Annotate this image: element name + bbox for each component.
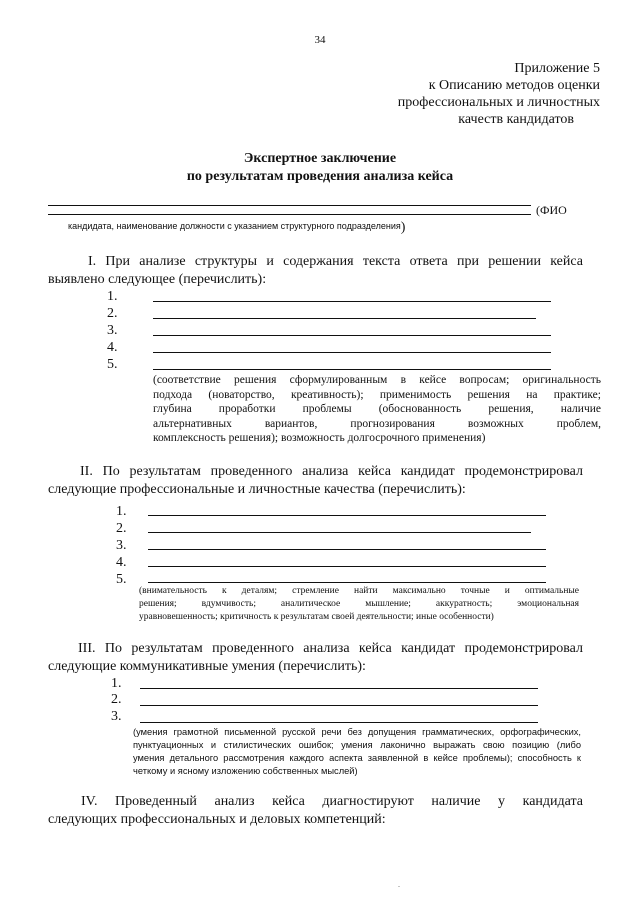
section-2-item-number: 2. xyxy=(116,521,127,536)
section-2-item-line[interactable] xyxy=(148,549,546,550)
section-3-item-line[interactable] xyxy=(140,688,538,689)
section-1-line-2: выявлено следующее (перечислить): xyxy=(48,272,267,287)
section-3-note-line: (умения грамотной письменной русской речи без допущения грамматических, орфографических, xyxy=(133,727,581,737)
section-2-note-line: решения; вдумчивость; аналитическое мышление; аккуратность; эмоциональная xyxy=(139,599,579,609)
corner-mark: . xyxy=(398,880,400,889)
appendix-line: качеств кандидатов xyxy=(458,112,574,127)
title-line-1: Экспертное заключение xyxy=(243,151,397,166)
section-2-note-line: уравновешенность; критичность к результатам своей деятельности; иные особенности) xyxy=(139,612,494,622)
section-3-line-2: следующие коммуникативные умения (перечислить): xyxy=(48,659,366,674)
section-3-note-line: умения детального рассмотрения каждого аспекта заявленной в кейсе проблемы); способность к xyxy=(133,753,581,763)
section-2-item-number: 4. xyxy=(116,555,127,570)
section-3-heading xyxy=(48,640,583,676)
section-1-heading xyxy=(48,253,583,289)
section-1-item-number: 3. xyxy=(107,323,118,338)
appendix-line: Приложение 5 xyxy=(514,61,600,76)
fio-fill-line-2[interactable] xyxy=(48,214,531,215)
section-3-line-1: III. По результатам проведенного анализа кейса кандидат продемонстрировал xyxy=(78,641,583,656)
fio-caption xyxy=(68,220,405,236)
section-2-item-number: 3. xyxy=(116,538,127,553)
section-3-item-number: 2. xyxy=(111,692,122,707)
section-2-line-2: следующие профессиональные и личностные качества (перечислить): xyxy=(48,482,466,497)
section-3-item-number: 1. xyxy=(111,676,122,691)
section-3-note xyxy=(133,726,581,778)
appendix-line: профессиональных и личностных xyxy=(397,95,600,110)
section-2-item-line[interactable] xyxy=(148,532,531,533)
section-1-item-line[interactable] xyxy=(153,318,536,319)
section-3-note-line: пунктуационных и стилистических ошибок; умения лаконично выражать свою позицию (либо xyxy=(133,740,581,750)
section-2-line-1: II. По результатам проведенного анализа кейса кандидат продемонстрировал xyxy=(80,464,583,479)
section-1-note xyxy=(153,373,601,446)
section-1-line-1: I. При анализе структуры и содержания текста ответа при решении кейса xyxy=(88,254,583,269)
section-2-item-number: 5. xyxy=(116,572,127,587)
section-1-note-line: глубина проработки проблемы (обоснованность решения, наличие xyxy=(153,403,601,415)
appendix-header xyxy=(300,60,600,128)
fio-caption-text: кандидата, наименование должности с указанием структурного подразделения xyxy=(68,221,401,231)
page-number: 34 xyxy=(314,34,326,46)
section-1-item-number: 2. xyxy=(107,306,118,321)
section-4-line-1: IV. Проведенный анализ кейса диагностируют наличие у кандидата xyxy=(81,794,583,809)
section-3-item-number: 3. xyxy=(111,709,122,724)
section-1-note-line: альтернативных вариантов, прогнозирования возможных проблем, xyxy=(153,417,601,430)
section-2-item-line[interactable] xyxy=(148,566,546,567)
document-title xyxy=(0,150,640,186)
section-4-line-2: следующих профессиональных и деловых компетенций: xyxy=(48,812,386,827)
section-1-note-line: (соответствие решения сформулированным в кейсе вопросам; оригинальность xyxy=(153,374,601,386)
title-line-2: по результатам проведения анализа кейса xyxy=(186,169,454,184)
section-2-note-line: (внимательность к деталям; стремление найти максимально точные и оптимальные xyxy=(139,586,579,596)
section-2-item-line[interactable] xyxy=(148,515,546,516)
section-1-item-line[interactable] xyxy=(153,352,551,353)
fio-caption-close: ) xyxy=(400,220,406,235)
section-1-item-line[interactable] xyxy=(153,335,551,336)
section-3-item-line[interactable] xyxy=(140,722,538,723)
section-1-item-number: 5. xyxy=(107,357,118,372)
section-4-heading xyxy=(48,793,583,829)
section-2-note xyxy=(139,585,579,624)
section-1-item-line[interactable] xyxy=(153,301,551,302)
appendix-line: к Описанию методов оценки xyxy=(428,78,600,93)
section-2-item-number: 1. xyxy=(116,504,127,519)
section-3-item-line[interactable] xyxy=(140,705,538,706)
section-1-note-line: подхода (новаторство, креативность); применимость решения на практике; xyxy=(153,388,601,401)
section-1-item-number: 4. xyxy=(107,340,118,355)
fio-label: (ФИО xyxy=(536,203,567,217)
section-1-item-line[interactable] xyxy=(153,369,551,370)
section-2-heading xyxy=(48,463,583,499)
section-1-item-number: 1. xyxy=(107,289,118,304)
fio-fill-line-1[interactable] xyxy=(48,205,531,206)
section-1-note-line: комплексность решения); возможность долгосрочного применения) xyxy=(153,432,486,444)
section-2-item-line[interactable] xyxy=(148,582,546,583)
section-3-note-line: четкому и ясному изложению собственных мыслей) xyxy=(133,766,358,776)
